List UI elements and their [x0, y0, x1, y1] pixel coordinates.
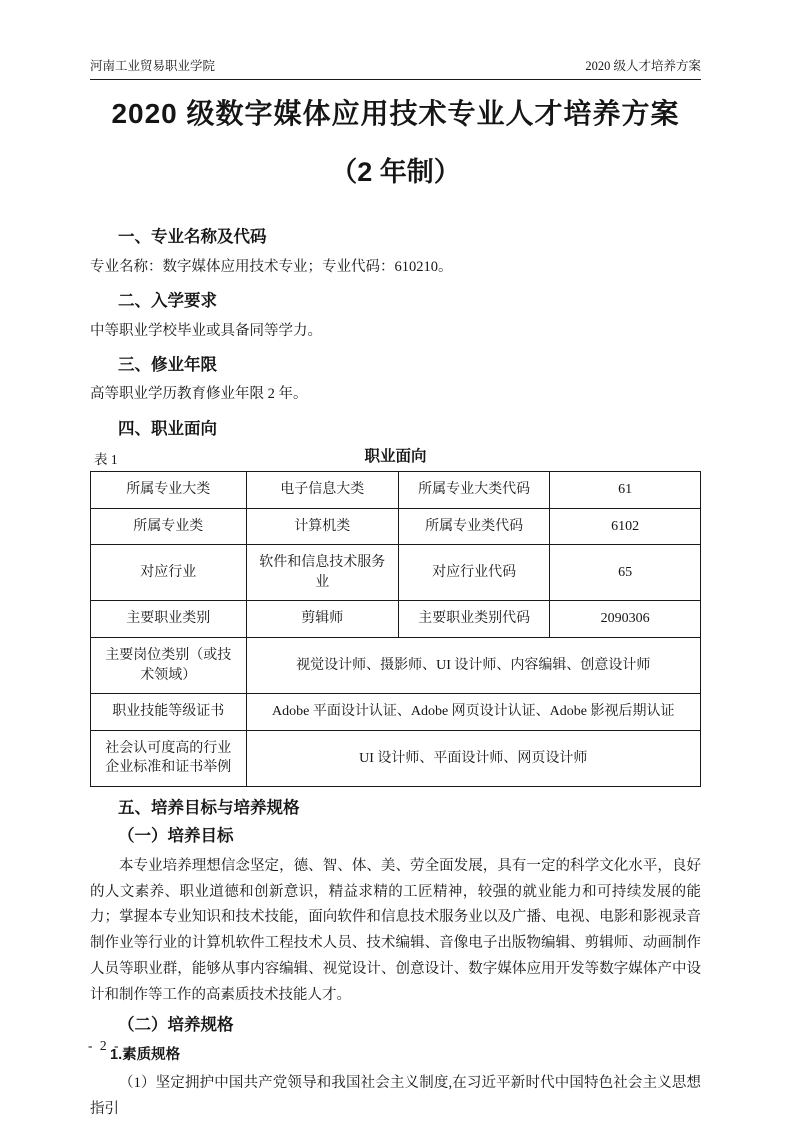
table-cell: 软件和信息技术服务业 — [246, 545, 399, 601]
page-header — [90, 58, 701, 80]
table-cell: 主要岗位类别（或技术领域） — [91, 638, 247, 694]
document-title: 2020 级数字媒体应用技术专业人才培养方案 — [111, 98, 680, 130]
subsection-heading-training-goal: （一）培养目标 — [118, 827, 234, 846]
table-row — [91, 730, 701, 786]
table-row — [91, 545, 701, 601]
table-cell: 所属专业类代码 — [399, 508, 550, 545]
occupation-table — [90, 471, 701, 787]
table-cell: 电子信息大类 — [246, 472, 399, 509]
table-title: 职业面向 — [364, 448, 427, 466]
table-cell: 视觉设计师、摄影师、UI 设计师、内容编辑、创意设计师 — [246, 638, 700, 694]
document-subtitle: （2 年制） — [330, 156, 461, 187]
table-row — [91, 472, 701, 509]
table-cell: 61 — [550, 472, 701, 509]
table-caption — [90, 447, 701, 468]
table-row — [91, 508, 701, 545]
quality-spec-heading: 1.素质规格 — [110, 1046, 181, 1063]
subsection-heading-training-spec: （二）培养规格 — [118, 1016, 234, 1035]
section-body-study-duration: 高等职业学历教育修业年限 2 年。 — [90, 386, 308, 403]
table-label: 表 1 — [94, 451, 118, 467]
table-cell: 职业技能等级证书 — [91, 694, 247, 731]
page-number: - 2 - — [88, 1038, 121, 1053]
header-doc-type: 2020 级人才培养方案 — [585, 59, 701, 73]
table-cell: 对应行业 — [91, 545, 247, 601]
table-row — [91, 694, 701, 731]
section-heading-career-orientation: 四、职业面向 — [118, 419, 217, 438]
section-heading-training-goals-specs: 五、培养目标与培养规格 — [118, 799, 300, 817]
table-cell: 所属专业大类 — [91, 472, 247, 509]
table-cell: 主要职业类别代码 — [399, 601, 550, 638]
section-heading-study-duration: 三、修业年限 — [118, 356, 217, 375]
table-cell: UI 设计师、平面设计师、网页设计师 — [246, 730, 700, 786]
section-body-major-name-code: 专业名称：数字媒体应用技术专业；专业代码：610210。 — [90, 258, 453, 275]
table-row — [91, 638, 701, 694]
table-cell: 6102 — [550, 508, 701, 545]
section-body-entry-requirements: 中等职业学校毕业或具备同等学力。 — [90, 322, 322, 339]
table-cell: 2090306 — [550, 601, 701, 638]
table-cell: 65 — [550, 545, 701, 601]
quality-spec-item-1: （1）坚定拥护中国共产党领导和我国社会主义制度,在习近平新时代中国特色社会主义思想指引 — [90, 1075, 701, 1117]
table-cell: 主要职业类别 — [91, 601, 247, 638]
table-row — [91, 601, 701, 638]
table-cell: 所属专业类 — [91, 508, 247, 545]
table-cell: 对应行业代码 — [399, 545, 550, 601]
table-cell: 所属专业大类代码 — [399, 472, 550, 509]
section-heading-entry-requirements: 二、入学要求 — [118, 292, 217, 311]
table-cell: 剪辑师 — [246, 601, 399, 638]
section-heading-major-name-code: 一、专业名称及代码 — [118, 228, 267, 247]
table-cell: 社会认可度高的行业企业标准和证书举例 — [91, 730, 247, 786]
header-school-name: 河南工业贸易职业学院 — [90, 59, 216, 73]
training-goal-paragraph: 本专业培养理想信念坚定，德、智、体、美、劳全面发展，具有一定的科学文化水平，良好的人文素养、职业道德和创新意识，精益求精的工匠精神，较强的就业能力和可持续发展的能力；掌握本专业知识和技术技能，面向软件和信息技术服务业以及广播、电视、电影和影视录音制作业等行业的计算机软件工程技术人员、技术编辑、音像电子出版物编辑、剪辑师、动画制作人员等职业群，能够从事内容编辑、视觉设计、创意设计、数字媒体应用开发等数字媒体产中设计和制作等工作的高素质技术技能人才。 — [90, 857, 701, 1003]
table-cell: Adobe 平面设计认证、Adobe 网页设计认证、Adobe 影视后期认证 — [246, 694, 700, 731]
table-cell: 计算机类 — [246, 508, 399, 545]
